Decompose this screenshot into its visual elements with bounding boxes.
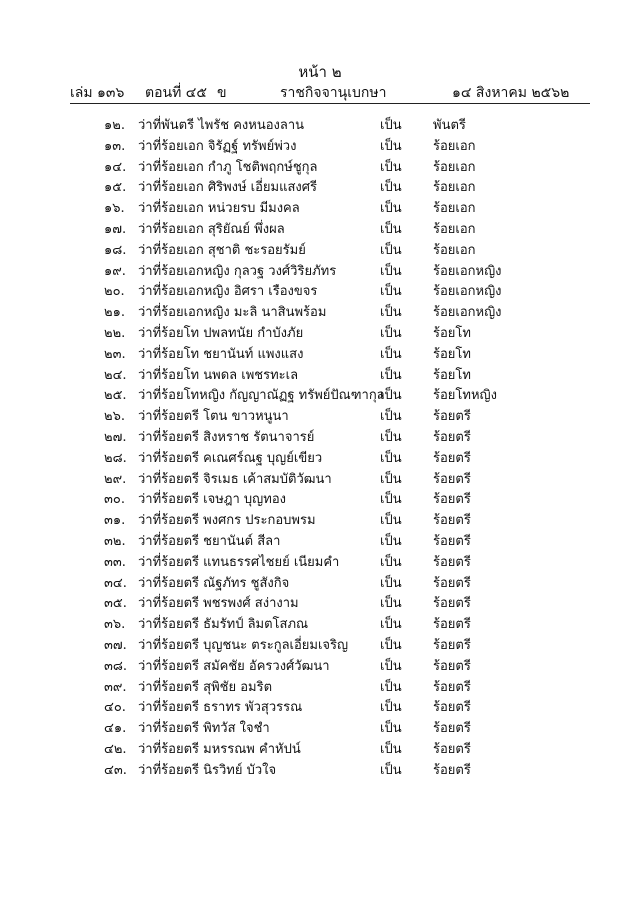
entry-number: ๑๕. xyxy=(104,180,127,196)
entry-verb: เป็น xyxy=(380,325,402,341)
entry-number: ๓๘. xyxy=(104,658,128,674)
entry-verb: เป็น xyxy=(380,201,402,217)
entry-number: ๔๓. xyxy=(104,762,127,778)
entry-verb: เป็น xyxy=(380,575,402,591)
entry-number: ๒๓. xyxy=(104,346,126,362)
entry-name: ว่าที่ร้อยตรี พชรพงศ์ สง่างาม xyxy=(138,596,299,612)
entry-rank: ร้อยเอก xyxy=(433,159,476,175)
list-item xyxy=(0,470,640,491)
list-item xyxy=(0,490,640,511)
entry-number: ๓๐. xyxy=(104,492,125,508)
entry-name: ว่าที่ร้อยตรี พิทวัส ใจชำ xyxy=(138,721,270,737)
entry-name: ว่าที่ร้อยตรี เจษฎา บุญทอง xyxy=(138,492,286,508)
list-item xyxy=(0,345,640,366)
appointment-list xyxy=(0,116,640,782)
list-item xyxy=(0,740,640,761)
entry-rank: ร้อยตรี xyxy=(433,513,471,529)
entry-verb: เป็น xyxy=(380,533,402,549)
list-item xyxy=(0,615,640,636)
entry-rank: ร้อยเอก xyxy=(433,242,476,258)
list-item xyxy=(0,303,640,324)
entry-number: ๒๙. xyxy=(104,471,127,487)
entry-number: ๒๗. xyxy=(104,429,127,445)
entry-verb: เป็น xyxy=(380,471,402,487)
entry-rank: พันตรี xyxy=(433,118,466,133)
entry-rank: ร้อยตรี xyxy=(433,429,471,445)
entry-name: ว่าที่ร้อยตรี แทนธรรศไชยย์ เนียมคำ xyxy=(138,554,340,570)
entry-name: ว่าที่ร้อยตรี บุญชนะ ตระกูลเอี่ยมเจริญ xyxy=(138,637,349,653)
entry-number: ๑๔. xyxy=(104,159,127,175)
entry-rank: ร้อยโท xyxy=(433,346,471,362)
list-item xyxy=(0,178,640,199)
entry-verb: เป็น xyxy=(380,367,402,383)
entry-rank: ร้อยตรี xyxy=(433,637,471,653)
entry-verb: เป็น xyxy=(380,409,402,425)
entry-name: ว่าที่ร้อยตรี สุพิชัย อมริต xyxy=(138,679,273,695)
list-item xyxy=(0,262,640,283)
entry-rank: ร้อยตรี xyxy=(433,617,471,633)
entry-number: ๒๐. xyxy=(104,284,125,300)
entry-number: ๓๕. xyxy=(104,596,127,612)
entry-number: ๑๖. xyxy=(104,201,125,217)
list-item xyxy=(0,116,640,137)
entry-number: ๓๑. xyxy=(104,513,126,529)
list-item xyxy=(0,761,640,782)
list-item xyxy=(0,574,640,595)
entry-rank: ร้อยเอกหญิง xyxy=(433,263,502,279)
entry-verb: เป็น xyxy=(380,138,402,154)
entry-number: ๑๒. xyxy=(104,118,125,133)
volume-label: เล่ม ๑๓๖ xyxy=(70,85,125,101)
entry-verb: เป็น xyxy=(380,263,402,279)
list-item xyxy=(0,199,640,220)
issue-date: ๑๔ สิงหาคม ๒๕๖๒ xyxy=(452,85,570,101)
entry-rank: ร้อยตรี xyxy=(433,554,471,570)
entry-verb: เป็น xyxy=(380,388,402,404)
entry-number: ๒๕. xyxy=(104,388,127,404)
entry-rank: ร้อยโท xyxy=(433,367,471,383)
list-item xyxy=(0,678,640,699)
entry-verb: เป็น xyxy=(380,346,402,362)
entry-verb: เป็น xyxy=(380,741,402,757)
entry-rank: ร้อยเอก xyxy=(433,180,476,196)
entry-name: ว่าที่ร้อยเอก กำภู โชติพฤกษ์ชูกุล xyxy=(138,159,318,175)
gazette-header xyxy=(70,82,590,102)
entry-rank: ร้อยตรี xyxy=(433,471,471,487)
entry-number: ๔๐. xyxy=(104,700,126,716)
entry-name: ว่าที่ร้อยโทหญิง กัญญาณัฏฐ ทรัพย์ปัณฑากุล xyxy=(138,388,385,404)
section-label: ข xyxy=(217,85,227,101)
list-item xyxy=(0,719,640,740)
entry-rank: ร้อยตรี xyxy=(433,679,471,695)
entry-verb: เป็น xyxy=(380,492,402,508)
entry-number: ๑๓. xyxy=(104,138,126,154)
entry-rank: ร้อยตรี xyxy=(433,450,471,466)
entry-rank: ร้อยตรี xyxy=(433,596,471,612)
list-item xyxy=(0,636,640,657)
entry-verb: เป็น xyxy=(380,679,402,695)
list-item xyxy=(0,553,640,574)
entry-number: ๑๗. xyxy=(104,221,127,237)
list-item xyxy=(0,220,640,241)
entry-rank: ร้อยตรี xyxy=(433,492,471,508)
entry-number: ๑๘. xyxy=(104,242,127,258)
entry-name: ว่าที่ร้อยตรี คเณศร์ณฐ บุญย์เขียว xyxy=(138,450,323,466)
list-item xyxy=(0,241,640,262)
list-item xyxy=(0,386,640,407)
entry-name: ว่าที่ร้อยตรี สมัคชัย อัครวงศ์วัฒนา xyxy=(138,658,330,674)
entry-name: ว่าที่ร้อยเอกหญิง มะลิ นาสินพร้อม xyxy=(138,305,327,321)
entry-rank: ร้อยตรี xyxy=(433,721,471,737)
entry-rank: ร้อยเอก xyxy=(433,138,476,154)
entry-verb: เป็น xyxy=(380,617,402,633)
entry-rank: ร้อยโท xyxy=(433,325,471,341)
entry-number: ๓๓. xyxy=(104,554,126,570)
entry-rank: ร้อยตรี xyxy=(433,700,471,716)
entry-verb: เป็น xyxy=(380,118,402,133)
entry-number: ๒๑. xyxy=(104,305,125,321)
list-item xyxy=(0,407,640,428)
entry-number: ๓๙. xyxy=(104,679,127,695)
entry-name: ว่าที่ร้อยตรี จิรเมธ เค้าสมบัติวัฒนา xyxy=(138,471,332,487)
entry-number: ๒๖. xyxy=(104,409,125,425)
entry-name: ว่าที่ร้อยตรี โตน ขาวหนูนา xyxy=(138,409,289,425)
entry-verb: เป็น xyxy=(380,305,402,321)
entry-number: ๓๔. xyxy=(104,575,127,591)
entry-name: ว่าที่ร้อยเอก ศิริพงษ์ เอี่ยมแสงศรี xyxy=(138,180,318,196)
entry-name: ว่าที่ร้อยเอก จิรัฏฐ์ ทรัพย์พ่วง xyxy=(138,138,297,154)
entry-rank: ร้อยตรี xyxy=(433,741,471,757)
entry-name: ว่าที่ร้อยเอก หน่วยรบ มีมงคล xyxy=(138,201,300,217)
list-item xyxy=(0,449,640,470)
entry-number: ๔๑. xyxy=(104,721,127,737)
entry-rank: ร้อยโทหญิง xyxy=(433,388,497,404)
entry-name: ว่าที่พันตรี ไพรัช คงหนองลาน xyxy=(138,118,305,133)
entry-number: ๔๒. xyxy=(104,741,127,757)
entry-number: ๒๒. xyxy=(104,325,126,341)
list-item xyxy=(0,366,640,387)
entry-verb: เป็น xyxy=(380,242,402,258)
entry-name: ว่าที่ร้อยตรี นิรวิทย์ บัวใจ xyxy=(138,762,277,778)
list-item xyxy=(0,137,640,158)
entry-name: ว่าที่ร้อยเอก สุชาติ ชะรอยรัมย์ xyxy=(138,242,306,258)
entry-verb: เป็น xyxy=(380,700,402,716)
issue-label: ตอนที่ ๔๕ xyxy=(145,85,207,101)
list-item xyxy=(0,698,640,719)
entry-rank: ร้อยตรี xyxy=(433,575,471,591)
list-item xyxy=(0,158,640,179)
entry-verb: เป็น xyxy=(380,429,402,445)
entry-name: ว่าที่ร้อยตรี ชยานันต์ สีลา xyxy=(138,533,281,549)
entry-verb: เป็น xyxy=(380,762,402,778)
entry-number: ๒๘. xyxy=(104,450,127,466)
header-rule xyxy=(70,103,590,104)
list-item xyxy=(0,282,640,303)
entry-name: ว่าที่ร้อยโท ชยานันท์ แพงแสง xyxy=(138,346,304,362)
entry-verb: เป็น xyxy=(380,180,402,196)
entry-verb: เป็น xyxy=(380,159,402,175)
entry-rank: ร้อยเอก xyxy=(433,221,476,237)
entry-name: ว่าที่ร้อยตรี สิงหราช รัตนาจารย์ xyxy=(138,429,315,445)
entry-number: ๓๒. xyxy=(104,533,126,549)
entry-number: ๓๗. xyxy=(104,637,127,653)
entry-name: ว่าที่ร้อยตรี พงศกร ประกอบพรม xyxy=(138,513,316,529)
entry-rank: ร้อยตรี xyxy=(433,409,471,425)
list-item xyxy=(0,324,640,345)
entry-number: ๓๖. xyxy=(104,617,126,633)
page-number: หน้า ๒ xyxy=(298,63,342,81)
entry-name: ว่าที่ร้อยเอกหญิง อิศรา เรืองขจร xyxy=(138,284,318,300)
list-item xyxy=(0,657,640,678)
entry-rank: ร้อยตรี xyxy=(433,658,471,674)
entry-verb: เป็น xyxy=(380,658,402,674)
entry-rank: ร้อยเอก xyxy=(433,201,476,217)
entry-verb: เป็น xyxy=(380,513,402,529)
list-item xyxy=(0,594,640,615)
entry-verb: เป็น xyxy=(380,284,402,300)
entry-name: ว่าที่ร้อยโท ปพลทนัย กำบังภัย xyxy=(138,325,304,341)
entry-number: ๑๙. xyxy=(104,263,126,279)
entry-name: ว่าที่ร้อยตรี ธราทร พัวสุวรรณ xyxy=(138,700,303,716)
list-item xyxy=(0,532,640,553)
gazette-title: ราชกิจจานุเบกษา xyxy=(280,85,387,101)
entry-rank: ร้อยเอกหญิง xyxy=(433,284,502,300)
list-item xyxy=(0,511,640,532)
entry-verb: เป็น xyxy=(380,596,402,612)
entry-verb: เป็น xyxy=(380,721,402,737)
entry-name: ว่าที่ร้อยโท นพดล เพชรทะเล xyxy=(138,367,299,383)
entry-rank: ร้อยตรี xyxy=(433,762,471,778)
entry-verb: เป็น xyxy=(380,221,402,237)
entry-verb: เป็น xyxy=(380,554,402,570)
entry-name: ว่าที่ร้อยตรี มหรรณพ คำหัปน์ xyxy=(138,741,301,757)
entry-number: ๒๔. xyxy=(104,367,127,383)
entry-name: ว่าที่ร้อยตรี ธัมรัทป์ ลิมตโสภณ xyxy=(138,617,309,633)
entry-rank: ร้อยเอกหญิง xyxy=(433,305,502,321)
entry-rank: ร้อยตรี xyxy=(433,533,471,549)
entry-name: ว่าที่ร้อยเอกหญิง กุลวฐ วงศ์วิริยภัทร xyxy=(138,263,337,279)
entry-name: ว่าที่ร้อยเอก สุริยัณย์ พึ่งผล xyxy=(138,221,285,237)
entry-verb: เป็น xyxy=(380,637,402,653)
entry-verb: เป็น xyxy=(380,450,402,466)
entry-name: ว่าที่ร้อยตรี ณัฐภัทร ชูสังกิจ xyxy=(138,575,290,591)
list-item xyxy=(0,428,640,449)
